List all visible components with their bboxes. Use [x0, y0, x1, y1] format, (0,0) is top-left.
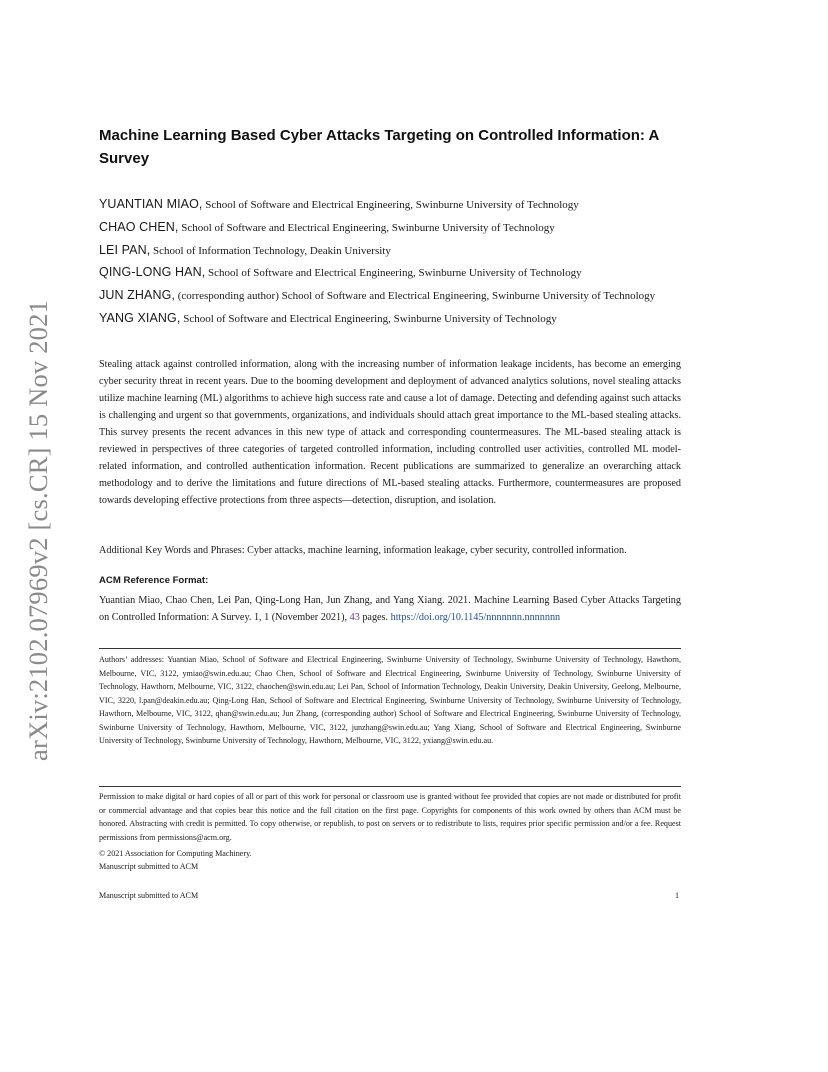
author-entry [99, 240, 681, 263]
abstract: Stealing attack against controlled information, along with the increasing number of information leakage incidents, has become an emerging cyber security threat in recent years. Due to the booming development and deployment of advanced analytics solutions, novel stealing attacks utilize machine learning (ML) algorithms to achieve high success rate and cause a lot of damage. Detecting and defending against such attacks is challenging and urgent so that governments, organizations, and individuals should attach great importance to the ML-based stealing attacks. This survey presents the recent advances in this new type of attack and corresponding countermeasures. The ML-based stealing attack is reviewed in perspectives of three categories of targeted controlled information, including controlled user activities, controlled ML model-related information, and controlled authentication information. Recent publications are summarized to generalize an overarching attack methodology and to derive the limitations and future directions of ML-based stealing attacks. Furthermore, countermeasures are proposed towards developing effective protections from three aspects—detection, disruption, and isolation. [99, 359, 681, 506]
page-number: 1 [675, 891, 680, 900]
arxiv-stamp-text: arXiv:2102.07969v2 [cs.CR] 15 Nov 2021 [23, 299, 53, 761]
author-name: QING-LONG HAN, [99, 265, 206, 280]
author-affiliation: School of Information Technology, Deakin University [150, 244, 391, 257]
permission-notice: Permission to make digital or hard copies of all or part of this work for personal or classroom use is granted without fee provided that copies are not made or distributed for profit or commercial advantage and that copies bear this notice and the full citation on the first page. Copyrights for components of this work owned by others than ACM must be honored. Abstracting with credit is permitted. To copy otherwise, or republish, to post on servers or to redistribute to lists, requires prior specific permission and/or a fee. Request permissions from permissions@acm.org. [99, 792, 681, 842]
author-entry [99, 285, 681, 308]
addresses-divider [99, 648, 681, 649]
acm-reference [99, 592, 681, 626]
author-affiliation: School of Software and Electrical Engineering, Swinburne University of Technology [205, 267, 582, 280]
author-name: JUN ZHANG, [99, 288, 175, 303]
pages-suffix: pages. [359, 612, 391, 623]
acm-reference-text: Yuantian Miao, Chao Chen, Lei Pan, Qing-Long Han, Jun Zhang, and Yang Xiang. 2021. Machine Learning Based Cyber Attacks Targeting on Controlled Information: A Survey. 1, 1 (November 2021), [99, 595, 681, 623]
author-affiliation: (corresponding author) School of Software and Electrical Engineering, Swinburne University of Technology [175, 290, 656, 303]
authors-addresses: Authors’ addresses: Yuantian Miao, School of Software and Electrical Engineering, Swinburne University of Technology, Swinburne University of Technology, Hawthorn, Melbourne, VIC, 3122, ymiao@swin.edu.au; Chao Chen, School of Software and Electrical Engineering, Swinburne University of Technology, Swinburne University of Technology, Hawthorn, Melbourne, VIC, 3122, chaochen@swin.edu.au; Lei Pan, School of Information Technology, Deakin University, Deakin University, Geelong, Melbourne, VIC, 3220, l.pan@deakin.edu.au; Qing-Long Han, School of Software and Electrical Engineering, Swinburne University of Technology, Swinburne University of Technology, Hawthorn, Melbourne, VIC, 3122, qhan@swin.edu.au; Jun Zhang, (corresponding author) School of Software and Electrical Engineering, Swinburne University of Technology, Swinburne University of Technology, Hawthorn, Melbourne, VIC, 3122, junzhang@swin.edu.au; Yang Xiang, School of Software and Electrical Engineering, Swinburne University of Technology, Swinburne University of Technology, Hawthorn, Melbourne, VIC, 3122, yxiang@swin.edu.au. [99, 655, 681, 745]
author-entry [99, 308, 681, 331]
author-name: LEI PAN, [99, 242, 151, 257]
author-entry [99, 217, 681, 240]
author-affiliation: School of Software and Electrical Engineering, Swinburne University of Technology [178, 221, 555, 234]
author-affiliation: School of Software and Electrical Engineering, Swinburne University of Technology [180, 312, 557, 325]
author-name: YANG XIANG, [99, 310, 181, 325]
acm-reference-heading: ACM Reference Format: [99, 575, 209, 586]
manuscript-note: Manuscript submitted to ACM [99, 862, 199, 871]
copyright-notice: © 2021 Association for Computing Machinery. [99, 849, 252, 858]
author-entry [99, 194, 681, 217]
author-entry [99, 262, 681, 285]
paper-title: Machine Learning Based Cyber Attacks Targeting on Controlled Information: A Survey [99, 127, 659, 167]
arxiv-stamp [21, 289, 55, 761]
author-name: YUANTIAN MIAO, [99, 197, 203, 211]
permission-divider [99, 786, 681, 787]
author-affiliation: School of Software and Electrical Engineering, Swinburne University of Technology [202, 199, 579, 211]
page-count-link[interactable]: 43 [349, 612, 360, 623]
doi-link[interactable]: https://doi.org/10.1145/nnnnnnn.nnnnnnn [390, 612, 561, 623]
author-list [99, 194, 681, 331]
author-name: CHAO CHEN, [99, 219, 179, 234]
keywords: Additional Key Words and Phrases: Cyber attacks, machine learning, information leakage, cyber security, controlled information. [99, 545, 627, 556]
footer-manuscript: Manuscript submitted to ACM [99, 891, 199, 900]
